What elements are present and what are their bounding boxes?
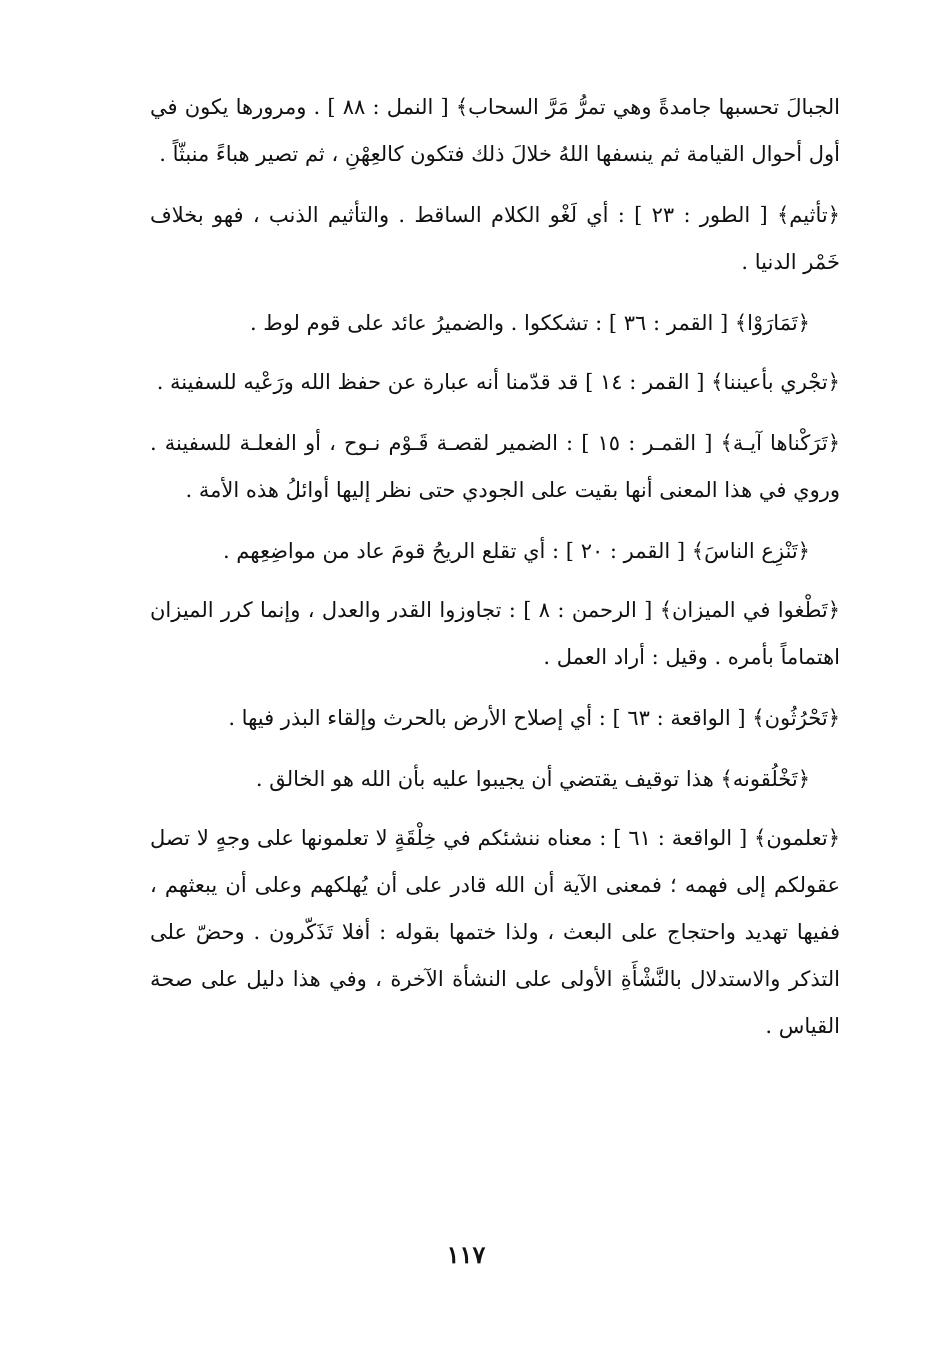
paragraph-tanzi: ﴿تَنْزِع الناسَ﴾ [ القمر : ٢٠ ] : أي تقلع الريحُ قومَ عاد من مواضِعِهم . [222,539,810,563]
paragraph-takhluqunahu: ﴿تَخْلُقونه﴾ هذا توقيف يقتضي أن يجيبوا عليه بأن الله هو الخالق . [255,767,810,791]
paragraph-tahruthun: ﴿تَحْرُثُون﴾ [ الواقعة : ٦٣ ] : أي إصلاح الأرض بالحرث وإلقاء البذر فيها . [228,706,840,730]
paragraph-talamun: ﴿تعلمون﴾ [ الواقعة : ٦١ ] : معناه ننشئكم في خِلْقَةٍ لا تعلمونها على وجهٍ لا تصل عقولكم إلى فهمه ؛ فمعنى الآية أن الله قادر على أن يُهلكهم وعلى أن يبعثهم ، ففيها تهديد واحتجاج على البعث ، ولذا ختمها بقوله : أفلا تَذَكّرون . وحضّ على التذكر والاستدلال بالنَّشْأَةِ الأولى على النشأة الآخرة ، وفي هذا دليل على صحة القياس . [150,826,840,1038]
paragraph-tathim: ﴿تأثيم﴾ [ الطور : ٢٣ ] : أي لَغْو الكلام الساقط . والتأثيم الذنب ، فهو بخلاف خَمْر الدنيا . [150,203,840,274]
paragraph-tamaraw: ﴿تَمَارَوْا﴾ [ القمر : ٣٦ ] : تشككوا . والضميرُ عائد على قوم لوط . [249,311,810,335]
paragraph-tatghaw: ﴿تَطْغوا في الميزان﴾ [ الرحمن : ٨ ] : تجاوزوا القدر والعدل ، وإنما كرر الميزان اهتماماً بأمره . وقيل : أراد العمل . [150,598,841,669]
paragraph-tajri: ﴿تجْري بأعيننا﴾ [ القمر : ١٤ ] قد قدّمنا أنه عبارة عن حفظ الله ورَعْيه للسفينة . [156,370,840,394]
paragraph-taraknaha: ﴿تَرَكْناها آيـة﴾ [ القمـر : ١٥ ] : الضمير لقصـة قَـوْم نـوح ، أو الفعلـة للسفينة . وروي في هذا المعنى أنها بقيت على الجودي حتى نظر إليها أوائلُ هذه الأمة . [150,431,840,502]
page-body [150,84,840,1064]
paragraph-mountains: الجبالَ تحسبها جامدةً وهي تمرُّ مَرَّ السحاب﴾ [ النمل : ٨٨ ] . ومرورها يكون في أول أحوال القيامة ثم ينسفها اللهُ خلالَ ذلك فتكون كالعِهْنِ ، ثم تصير هباءً منبثّاً . [150,95,840,166]
page-number: ١١٧ [446,1240,486,1269]
